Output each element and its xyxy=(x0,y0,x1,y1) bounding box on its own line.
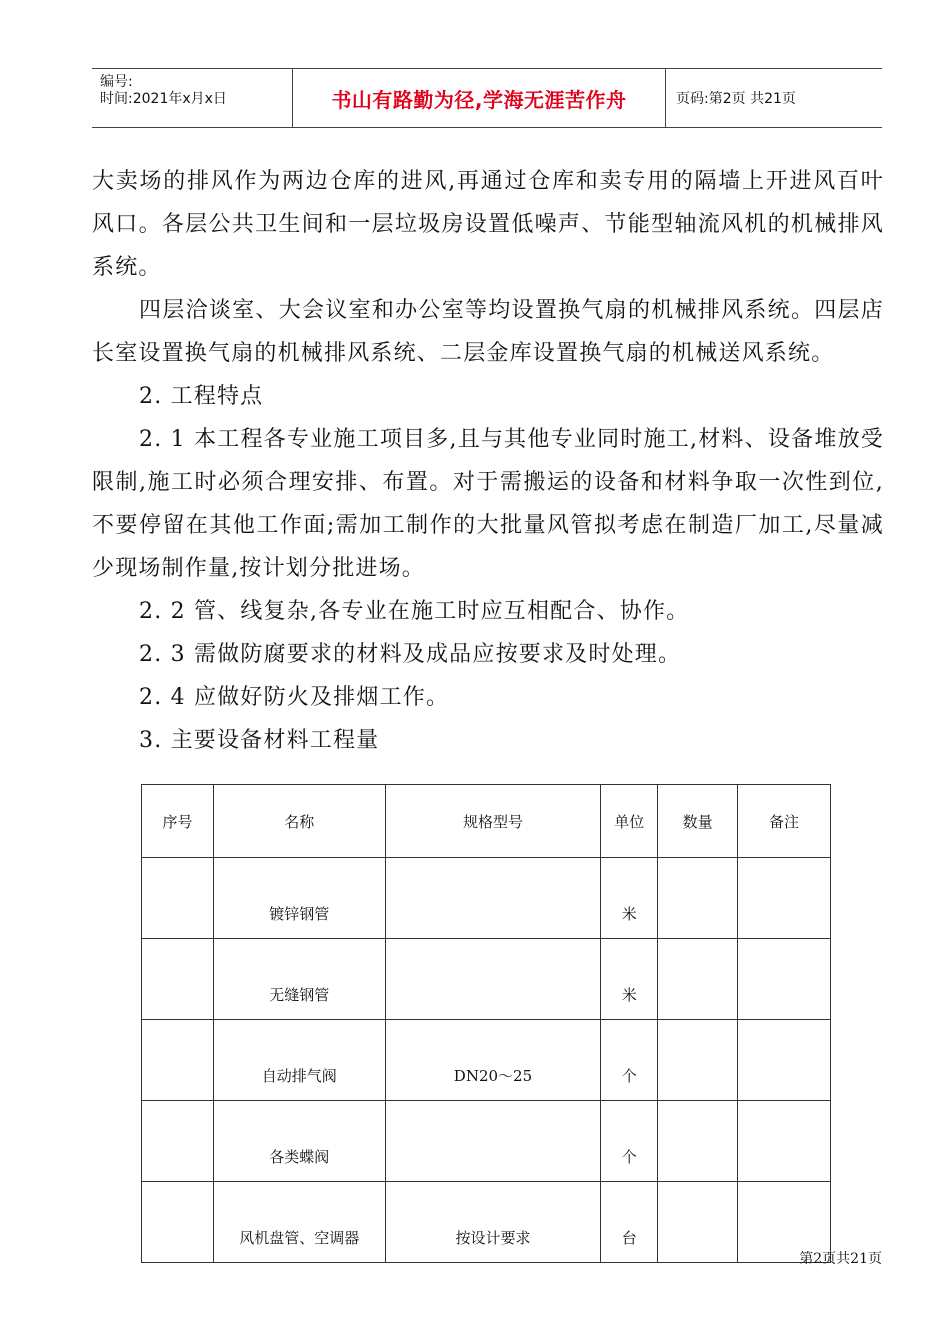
table-cell: 无缝钢管 xyxy=(213,939,385,1020)
table-cell xyxy=(658,1101,738,1182)
header-motto: 书山有路勤为径,学海无涯苦作舟 xyxy=(331,87,627,112)
table-cell xyxy=(658,1020,738,1101)
table-cell: 米 xyxy=(601,858,658,939)
table-cell xyxy=(658,1182,738,1263)
section-heading-materials: 3. 主要设备材料工程量 xyxy=(139,728,380,753)
header-motto-cell xyxy=(293,69,666,127)
table-cell: 个 xyxy=(601,1101,658,1182)
column-header-spec: 规格型号 xyxy=(385,785,601,858)
header-meta-cell xyxy=(92,69,293,127)
paragraph-feature-2-2: 2. 2 管、线复杂,各专业在施工时应互相配合、协作。 xyxy=(139,599,690,624)
table-cell: 镀锌钢管 xyxy=(213,858,385,939)
table-cell xyxy=(385,1101,601,1182)
table-row xyxy=(142,939,831,1020)
column-header-unit: 单位 xyxy=(601,785,658,858)
page-footer: 第2页共21页 xyxy=(799,1251,882,1267)
paragraph-feature-2-4: 2. 4 应做好防火及排烟工作。 xyxy=(139,685,450,710)
document-time-label: 时间:2021年x月x日 xyxy=(100,91,227,107)
table-header-row xyxy=(142,785,831,858)
column-header-index: 序号 xyxy=(142,785,214,858)
table-row xyxy=(142,858,831,939)
table-cell xyxy=(385,858,601,939)
table-cell xyxy=(738,858,831,939)
table-cell: 自动排气阀 xyxy=(213,1020,385,1101)
table-row xyxy=(142,1182,831,1263)
table-row xyxy=(142,1020,831,1101)
materials-table xyxy=(141,784,831,1263)
column-header-quantity: 数量 xyxy=(658,785,738,858)
table-cell: 风机盘管、空调器 xyxy=(213,1182,385,1263)
table-cell xyxy=(142,1020,214,1101)
table-cell: 按设计要求 xyxy=(385,1182,601,1263)
document-number-label: 编号: xyxy=(100,74,133,90)
table-cell xyxy=(658,858,738,939)
table-row xyxy=(142,1101,831,1182)
paragraph-exhaust-continued: 大卖场的排风作为两边仓库的进风,再通过仓库和卖专用的隔墙上开进风百叶风口。各层公共卫生间和一层垃圾房设置低噪声、节能型轴流风机的机械排风系统。 xyxy=(92,169,884,280)
paragraph-feature-2-3: 2. 3 需做防腐要求的材料及成品应按要求及时处理。 xyxy=(139,642,682,667)
column-header-remarks: 备注 xyxy=(738,785,831,858)
table-cell: 各类蝶阀 xyxy=(213,1101,385,1182)
table-cell xyxy=(738,1020,831,1101)
header-page-cell xyxy=(666,69,882,127)
column-header-name: 名称 xyxy=(213,785,385,858)
section-heading-features: 2. 工程特点 xyxy=(139,384,264,409)
table-cell xyxy=(142,939,214,1020)
paragraph-feature-2-1: 2. 1 本工程各专业施工项目多,且与其他专业同时施工,材料、设备堆放受限制,施工时必须合理安排、布置。对于需搬运的设备和材料争取一次性到位,不要停留在其他工作面;需加工制作的大批量风管拟考虑在制造厂加工,尽量减少现场制作量,按计划分批进场。 xyxy=(92,427,884,581)
table-cell: 米 xyxy=(601,939,658,1020)
table-cell: 个 xyxy=(601,1020,658,1101)
table-cell xyxy=(142,1182,214,1263)
table-cell: 台 xyxy=(601,1182,658,1263)
table-cell xyxy=(142,858,214,939)
document-body xyxy=(92,160,884,762)
table-cell xyxy=(385,939,601,1020)
table-cell xyxy=(738,1101,831,1182)
table-cell xyxy=(142,1101,214,1182)
paragraph-fourth-floor: 四层洽谈室、大会议室和办公室等均设置换气扇的机械排风系统。四层店长室设置换气扇的机械排风系统、二层金库设置换气扇的机械送风系统。 xyxy=(92,298,884,366)
table-cell: DN20～25 xyxy=(385,1020,601,1101)
header-page-number: 页码:第2页 共21页 xyxy=(676,91,796,107)
table-cell xyxy=(738,939,831,1020)
page-header xyxy=(92,68,882,128)
table-cell xyxy=(658,939,738,1020)
